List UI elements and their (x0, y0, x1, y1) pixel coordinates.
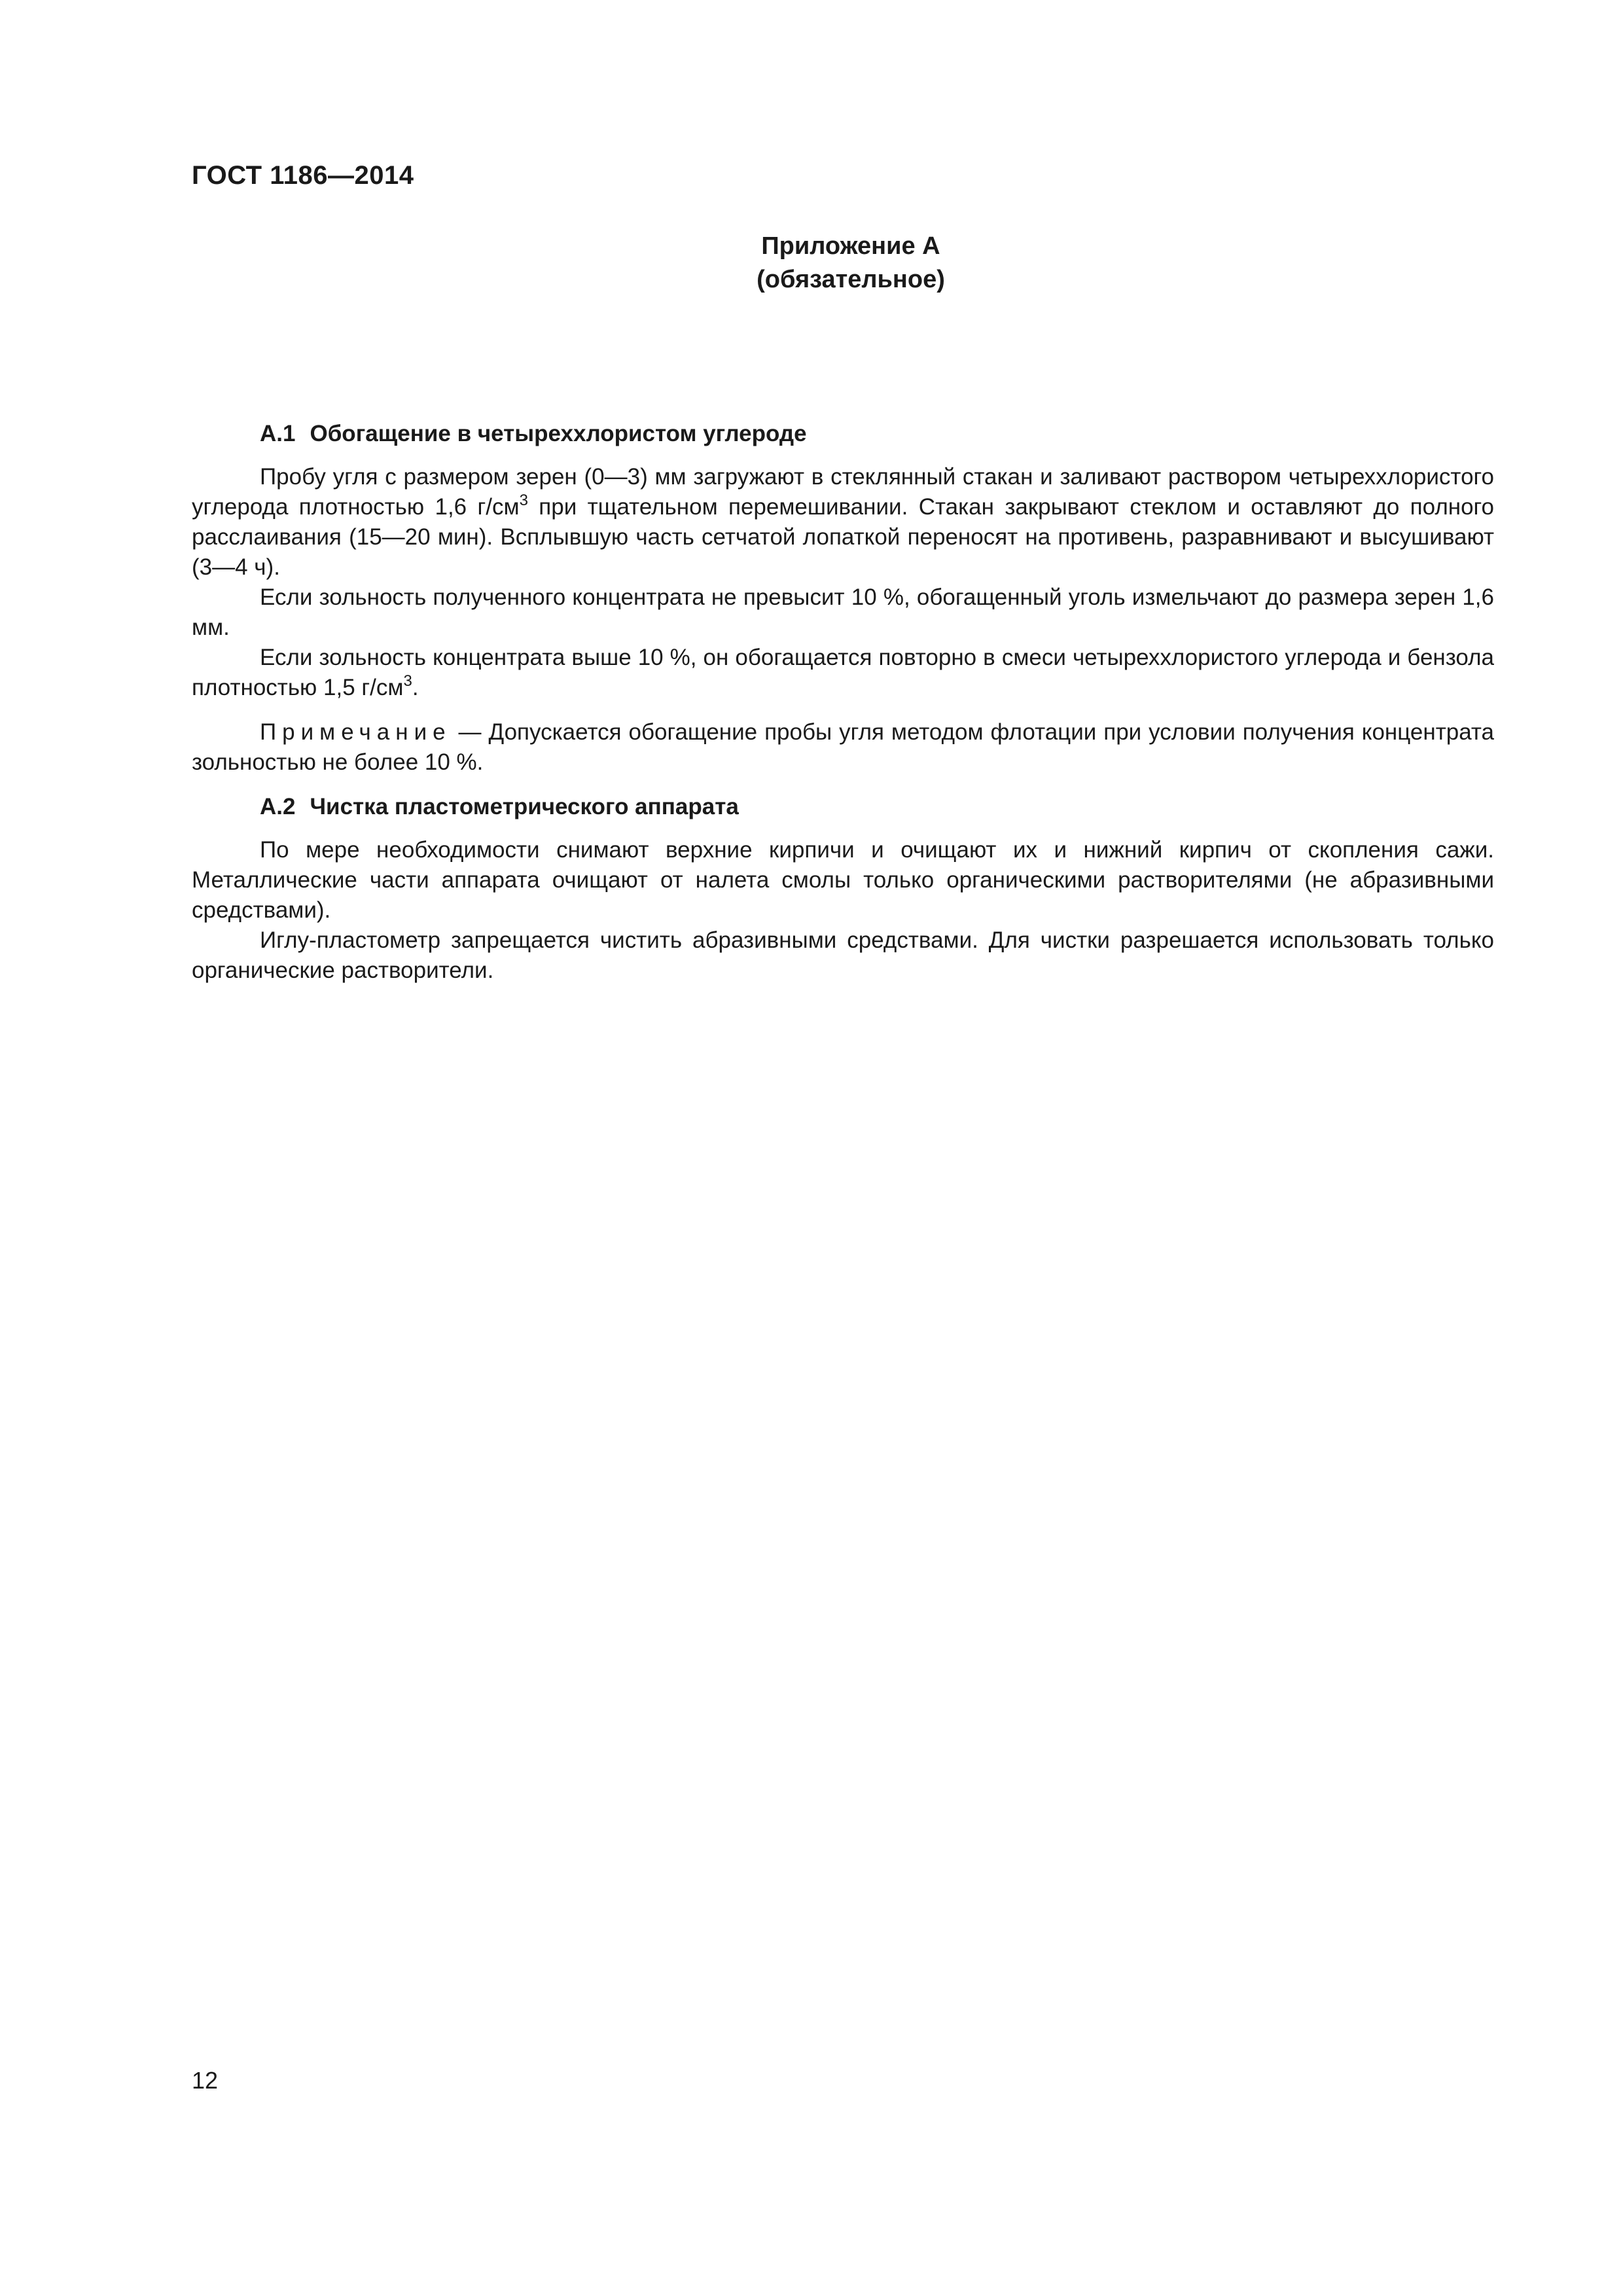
section-a2-heading (192, 792, 1494, 822)
appendix-title: Приложение А (761, 232, 940, 260)
section-a1-paragraph-3: Если зольность концентрата выше 10 %, он обогащается повторно в смеси четыреххлористого углерода и бензола плотностью 1,5 $г/см^3$. (192, 645, 1494, 700)
section-a1-paragraph-1: Пробу угля с размером зерен (0—3) мм загружают в стеклянный стакан и заливают раствором четыреххлористого углерода плотностью 1,6 $г/см^3$ при тщательном перемешивании. Стакан закрывают стеклом и оставляют до полного расслаивания (15—20 мин). Всплывшую часть сетчатой лопаткой переносят на противень, разравнивают и высушивают (3—4 ч). (192, 464, 1494, 580)
section-a1-number: А.1 (260, 421, 296, 446)
section-a1-paragraph-2: Если зольность полученного концентрата не превысит 10 %, обогащенный уголь измельчают до размера зерен 1,6 мм. (192, 584, 1494, 640)
section-a2-title: Чистка пластометрического аппарата (310, 794, 739, 819)
standard-code-header: ГОСТ 1186—2014 (192, 161, 414, 190)
appendix-status: (обязательное) (757, 266, 945, 293)
section-a1-title: Обогащение в четыреххлористом углероде (310, 421, 807, 446)
page-number: 12 (192, 2067, 219, 2094)
note-label: Примечание (260, 719, 452, 745)
note-text: — Допускается обогащение пробы угля методом флотации при условии получения концентрата зольностью не более 10 %. (192, 719, 1494, 775)
section-a1-note (192, 717, 1494, 778)
section-a1-heading (192, 419, 1494, 449)
section-a2-number: А.2 (260, 794, 296, 819)
section-a2-paragraph-1: По мере необходимости снимают верхние кирпичи и очищают их и нижний кирпич от скопления сажи. Металлические части аппарата очищают от налета смолы только органическими растворителями (не абразивными средствами). (192, 837, 1494, 923)
section-a2-paragraph-2: Иглу-пластометр запрещается чистить абразивными средствами. Для чистки разрешается использовать только органические растворители. (192, 927, 1494, 983)
document-body (192, 419, 1494, 986)
